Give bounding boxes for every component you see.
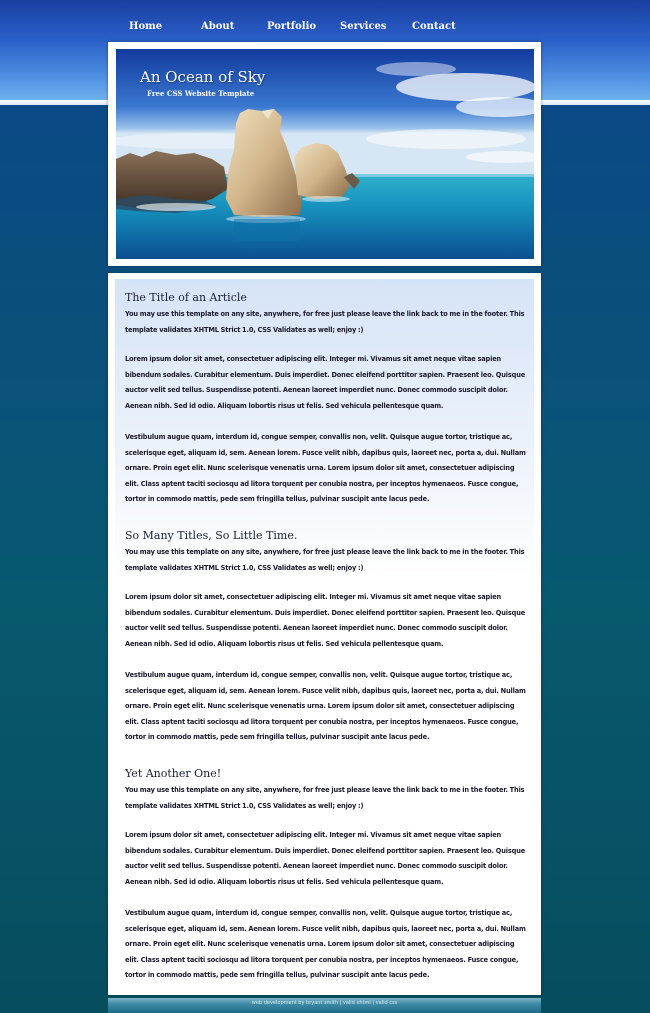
header-frame bbox=[108, 42, 541, 266]
article-title: So Many Titles, So Little Time. bbox=[125, 529, 298, 542]
article-2 bbox=[125, 529, 527, 762]
article-paragraph: You may use this template on any site, anywhere, for free just please leave the link back to me in the footer. This template validates XHTML Strict 1.0, CSS Validates as well; enjoy :) bbox=[125, 548, 525, 572]
nav-about-link[interactable]: About bbox=[201, 21, 235, 32]
valid-xhtml-link[interactable]: valid xhtml bbox=[342, 1000, 371, 1006]
valid-css-link[interactable]: valid css bbox=[375, 1000, 398, 1006]
article-paragraph: Vestibulum augue quam, interdum id, congue semper, convallis non, velit. Quisque augue tortor, tristique ac, scelerisque eget, aliquam id, sem. Aenean lorem. Fusce velit nibh, dapibus quis, laoreet nec, porta a, dui. Nullam ornare. Proin eget elit. Nunc scelerisque venenatis urna. Lorem ipsum dolor sit amet, consectetuer adipiscing elit. Class aptent taciti sociosqu ad litora torquent per conubia nostra, per inceptos hymenaeos. Fusce congue, tortor in commodo mattis, pede sem fringilla tellus, pulvinar suscipit ante lacus pede. bbox=[125, 433, 526, 503]
nav-contact-link[interactable]: Contact bbox=[412, 21, 456, 32]
footer-separator: | bbox=[370, 1000, 376, 1006]
footer-credit: web development by bryant smith bbox=[251, 1000, 338, 1006]
nav-services-link[interactable]: Services bbox=[340, 21, 387, 32]
header-image bbox=[116, 49, 534, 259]
main-nav bbox=[0, 21, 650, 37]
article-1 bbox=[125, 291, 527, 524]
footer-text bbox=[108, 1000, 541, 1006]
nav-portfolio-link[interactable]: Portfolio bbox=[267, 21, 317, 32]
content-panel bbox=[108, 273, 541, 995]
article-paragraph: Vestibulum augue quam, interdum id, congue semper, convallis non, velit. Quisque augue tortor, tristique ac, scelerisque eget, aliquam id, sem. Aenean lorem. Fusce velit nibh, dapibus quis, laoreet nec, porta a, dui. Nullam ornare. Proin eget elit. Nunc scelerisque venenatis urna. Lorem ipsum dolor sit amet, consectetuer adipiscing elit. Class aptent taciti sociosqu ad litora torquent per conubia nostra, per inceptos hymenaeos. Fusce congue, tortor in commodo mattis, pede sem fringilla tellus, pulvinar suscipit ante lacus pede. bbox=[125, 909, 526, 979]
site-subtitle: Free CSS Website Template bbox=[147, 89, 255, 98]
article-paragraph: Lorem ipsum dolor sit amet, consectetuer adipiscing elit. Integer mi. Vivamus sit amet neque vitae sapien bibendum sodales. Curabitur elementum. Duis imperdiet. Donec eleifend porttitor sapien. Praesent leo. Quisque auctor velit sed tellus. Suspendisse potenti. Aenean laoreet imperdiet nunc. Donec commodo suscipit dolor. Aenean nibh. Sed id odio. Aliquam lobortis risus ut felis. Sed vehicula pellentesque quam. bbox=[125, 593, 526, 648]
article-paragraph: Lorem ipsum dolor sit amet, consectetuer adipiscing elit. Integer mi. Vivamus sit amet neque vitae sapien bibendum sodales. Curabitur elementum. Duis imperdiet. Donec eleifend porttitor sapien. Praesent leo. Quisque auctor velit sed tellus. Suspendisse potenti. Aenean laoreet imperdiet nunc. Donec commodo suscipit dolor. Aenean nibh. Sed id odio. Aliquam lobortis risus ut felis. Sed vehicula pellentesque quam. bbox=[125, 831, 526, 886]
nav-home-link[interactable]: Home bbox=[129, 21, 163, 32]
site-title: An Ocean of Sky bbox=[140, 68, 266, 86]
footer-separator: | bbox=[338, 1000, 343, 1006]
content-area bbox=[115, 279, 534, 995]
article-title: Yet Another One! bbox=[125, 767, 222, 780]
article-3 bbox=[125, 767, 527, 1000]
article-title: The Title of an Article bbox=[125, 291, 247, 304]
article-paragraph: You may use this template on any site, anywhere, for free just please leave the link back to me in the footer. This template validates XHTML Strict 1.0, CSS Validates as well; enjoy :) bbox=[125, 310, 525, 334]
article-paragraph: Lorem ipsum dolor sit amet, consectetuer adipiscing elit. Integer mi. Vivamus sit amet neque vitae sapien bibendum sodales. Curabitur elementum. Duis imperdiet. Donec eleifend porttitor sapien. Praesent leo. Quisque auctor velit sed tellus. Suspendisse potenti. Aenean laoreet imperdiet nunc. Donec commodo suscipit dolor. Aenean nibh. Sed id odio. Aliquam lobortis risus ut felis. Sed vehicula pellentesque quam. bbox=[125, 355, 526, 410]
footer bbox=[108, 998, 541, 1013]
article-paragraph: Vestibulum augue quam, interdum id, congue semper, convallis non, velit. Quisque augue tortor, tristique ac, scelerisque eget, aliquam id, sem. Aenean lorem. Fusce velit nibh, dapibus quis, laoreet nec, porta a, dui. Nullam ornare. Proin eget elit. Nunc scelerisque venenatis urna. Lorem ipsum dolor sit amet, consectetuer adipiscing elit. Class aptent taciti sociosqu ad litora torquent per conubia nostra, per inceptos hymenaeos. Fusce congue, tortor in commodo mattis, pede sem fringilla tellus, pulvinar suscipit ante lacus pede. bbox=[125, 671, 526, 741]
article-paragraph: You may use this template on any site, anywhere, for free just please leave the link back to me in the footer. This template validates XHTML Strict 1.0, CSS Validates as well; enjoy :) bbox=[125, 786, 525, 810]
